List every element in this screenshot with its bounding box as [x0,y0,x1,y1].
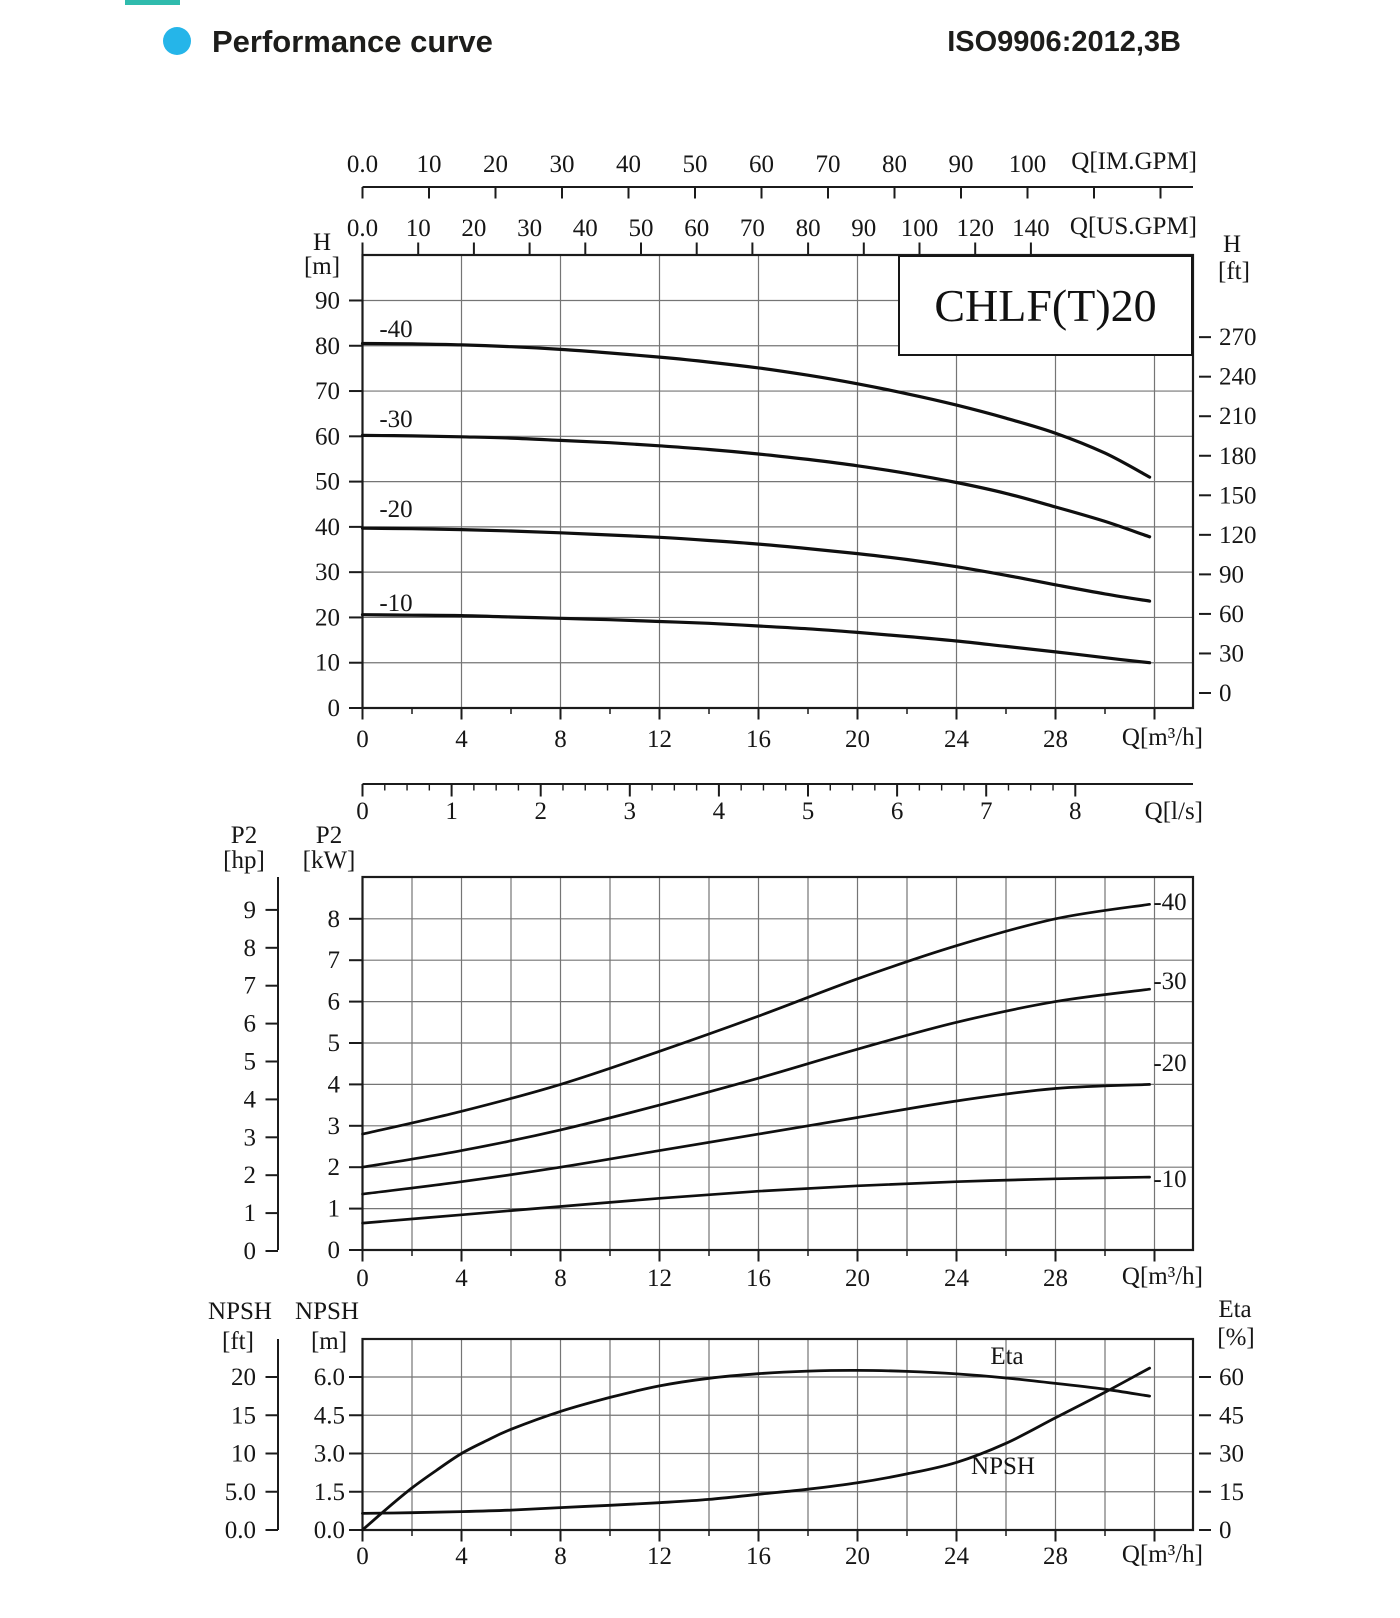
tick-label: 20 [845,726,870,753]
curve-label-p2-20: -20 [1153,1050,1187,1077]
tick-label: 5 [327,1030,340,1057]
tick-label: 20 [231,1364,256,1391]
axis-title-npsh-m: NPSH [295,1298,359,1325]
tick-label: 0 [1219,680,1232,707]
tick-label: 5 [801,798,815,825]
curve-p2-40 [363,904,1150,1134]
tick-label: 4 [455,1543,468,1570]
tick-label: 20 [315,604,340,632]
model-box [898,255,1193,356]
curve-label-h-40: -40 [379,316,413,343]
tick-label: 20 [845,1543,870,1570]
curve-label-h-30: -30 [379,406,413,433]
tick-label: 1.5 [313,1478,345,1506]
curve-p2-20 [363,1084,1150,1194]
tick-label: 8 [243,934,256,962]
tick-label: 6 [890,798,904,825]
tick-label: 50 [628,215,654,242]
axis-title-h-right: H [1222,231,1242,258]
curve-label-h-20: -20 [379,496,413,523]
tick-label: 60 [684,215,710,242]
curve-label-eta: Eta [990,1343,1024,1370]
tick-label: 0 [327,1237,340,1264]
tick-label: 90 [948,151,974,178]
axis-unit-npsh-ft: [ft] [222,1328,254,1355]
tick-label: 8 [554,1265,567,1292]
tick-label: 7 [979,798,993,825]
tick-label: 40 [572,215,598,242]
curve-p2-10 [363,1177,1150,1223]
tick-label: 28 [1043,726,1068,753]
tick-label: 24 [944,1265,969,1292]
tick-label: 0 [356,1543,369,1570]
tick-label: 16 [746,1265,771,1292]
model-label: CHLF(T)20 [934,280,1157,331]
curve-label-npsh: NPSH [971,1453,1035,1480]
curve-Eta [363,1370,1150,1530]
tick-label: 12 [647,1265,672,1292]
tick-label: 30 [1219,1440,1244,1468]
tick-label: 24 [944,726,969,753]
tick-label: 10 [405,215,431,242]
tick-label: 150 [1219,482,1257,510]
curve-label-p2-10: -10 [1153,1166,1187,1193]
tick-label: 3.0 [313,1440,345,1468]
tick-label: 0 [356,1265,369,1292]
tick-label: 7 [327,947,340,975]
tick-label: 12 [647,726,672,753]
tick-label: 80 [795,215,821,242]
tick-label: 90 [851,215,877,242]
tick-label: 0 [243,1238,256,1265]
tick-label: 70 [815,151,841,178]
tick-label: 8 [554,1543,567,1570]
axis-unit-eta: [%] [1217,1324,1255,1351]
tick-label: 7 [243,972,256,1000]
tick-label: 10 [416,151,442,178]
curve--40 [363,344,1150,478]
tick-label: 12 [647,1543,672,1570]
tick-label: 15 [1219,1478,1244,1506]
tick-label: 70 [739,215,765,242]
axis-unit-p2-kw: [kW] [302,847,356,874]
axis-title-p2-hp: P2 [230,822,258,849]
curve--10 [363,615,1150,663]
tick-label: 16 [746,726,771,753]
standard-ref: ISO9906:2012,3B [947,26,1181,58]
tick-label: 210 [1219,403,1257,431]
tick-label: 0.0 [313,1517,345,1544]
tick-label: 0.0 [346,151,379,178]
tick-label: 0 [327,695,340,722]
tick-label: 3 [623,798,637,825]
curve--20 [363,528,1150,601]
tick-label: 120 [1219,521,1257,549]
tick-label: 3 [327,1112,340,1140]
axis-title-npsh-ft: NPSH [208,1298,272,1325]
axis-unit-h-left: [m] [303,253,341,280]
tick-label: 0.0 [346,215,379,242]
axis-unit-npsh-m: [m] [310,1328,348,1355]
tick-label: 28 [1043,1265,1068,1292]
tick-label: 20 [483,151,508,178]
tick-label: 270 [1219,324,1257,352]
tick-label: 1 [243,1200,256,1228]
tick-label: 30 [1219,640,1244,668]
axis-unit-p2-hp: [hp] [223,847,265,874]
tick-label: 60 [1219,1364,1244,1391]
axis-title-q-ls: Q[l/s] [1144,798,1203,825]
tick-label: 140 [1012,215,1050,242]
tick-label: 16 [746,1543,771,1570]
tick-label: 6 [243,1010,256,1038]
tick-label: 100 [900,215,939,242]
tick-label: 15 [231,1402,256,1430]
tick-label: 4 [712,798,726,825]
tick-label: 240 [1219,363,1257,391]
tick-label: 3 [243,1124,256,1152]
tick-label: 60 [1219,600,1244,628]
tick-label: 2 [327,1154,340,1182]
curve-label-p2-30: -30 [1153,968,1187,995]
tick-label: 4 [455,1265,468,1292]
tick-label: 4 [243,1086,256,1114]
page-title: Performance curve [212,24,493,59]
axis-title-us-gpm: Q[US.GPM] [1069,213,1197,240]
tick-label: 5 [243,1048,256,1076]
axis-title-h-left: H [312,229,332,256]
axis-unit-h-right: [ft] [1218,258,1250,285]
tick-label: 30 [517,215,543,242]
tick-label: 0 [356,798,369,825]
axis-title-q-m3h-mid: Q[m³/h] [1121,1263,1203,1290]
curve-label-h-10: -10 [379,590,413,617]
tick-label: 180 [1219,442,1257,470]
tick-label: 90 [315,287,340,315]
axis-title-im-gpm: Q[IM.GPM] [1071,148,1197,175]
tick-label: 80 [315,332,340,360]
tick-label: 5.0 [224,1478,256,1506]
tick-label: 0 [356,726,369,753]
tick-label: 4.5 [313,1402,345,1430]
tick-label: 70 [315,378,340,406]
curve--30 [363,435,1150,536]
tick-label: 1 [445,798,458,825]
plot-border [363,877,1194,1250]
tick-label: 10 [315,649,340,677]
tick-label: 40 [616,151,641,178]
tick-label: 8 [1069,798,1082,825]
tick-label: 90 [1219,561,1244,589]
tick-label: 50 [682,151,708,178]
tick-label: 8 [327,905,340,933]
tick-label: 9 [243,896,256,924]
tick-label: 6 [327,988,340,1016]
axis-title-q-m3h-bot: Q[m³/h] [1121,1541,1203,1568]
tick-label: 120 [956,215,994,242]
tick-label: 24 [944,1543,969,1570]
tick-label: 0.0 [224,1517,256,1544]
tick-label: 1 [327,1195,340,1223]
tick-label: 50 [315,468,340,496]
tick-label: 20 [461,215,487,242]
tick-label: 8 [554,726,567,753]
tick-label: 2 [243,1162,256,1190]
tick-label: 6.0 [313,1364,345,1391]
curve-label-p2-40: -40 [1153,889,1187,916]
axis-title-eta: Eta [1218,1296,1252,1323]
tick-label: 4 [455,726,468,753]
axis-title-p2-kw: P2 [315,822,343,849]
axis-title-q-m3h-top: Q[m³/h] [1121,724,1203,751]
tick-label: 100 [1008,151,1047,178]
tick-label: 60 [749,151,774,178]
tick-label: 10 [231,1440,256,1468]
tick-label: 45 [1219,1402,1244,1430]
plot-border [363,1339,1194,1530]
tick-label: 2 [534,798,547,825]
tick-label: 30 [315,559,340,587]
tick-label: 28 [1043,1543,1068,1570]
tick-label: 30 [549,151,575,178]
tick-label: 4 [327,1071,340,1099]
tick-label: 80 [882,151,907,178]
tick-label: 60 [315,423,340,451]
tick-label: 20 [845,1265,870,1292]
tick-label: 40 [315,513,340,541]
tick-label: 0 [1219,1517,1232,1544]
